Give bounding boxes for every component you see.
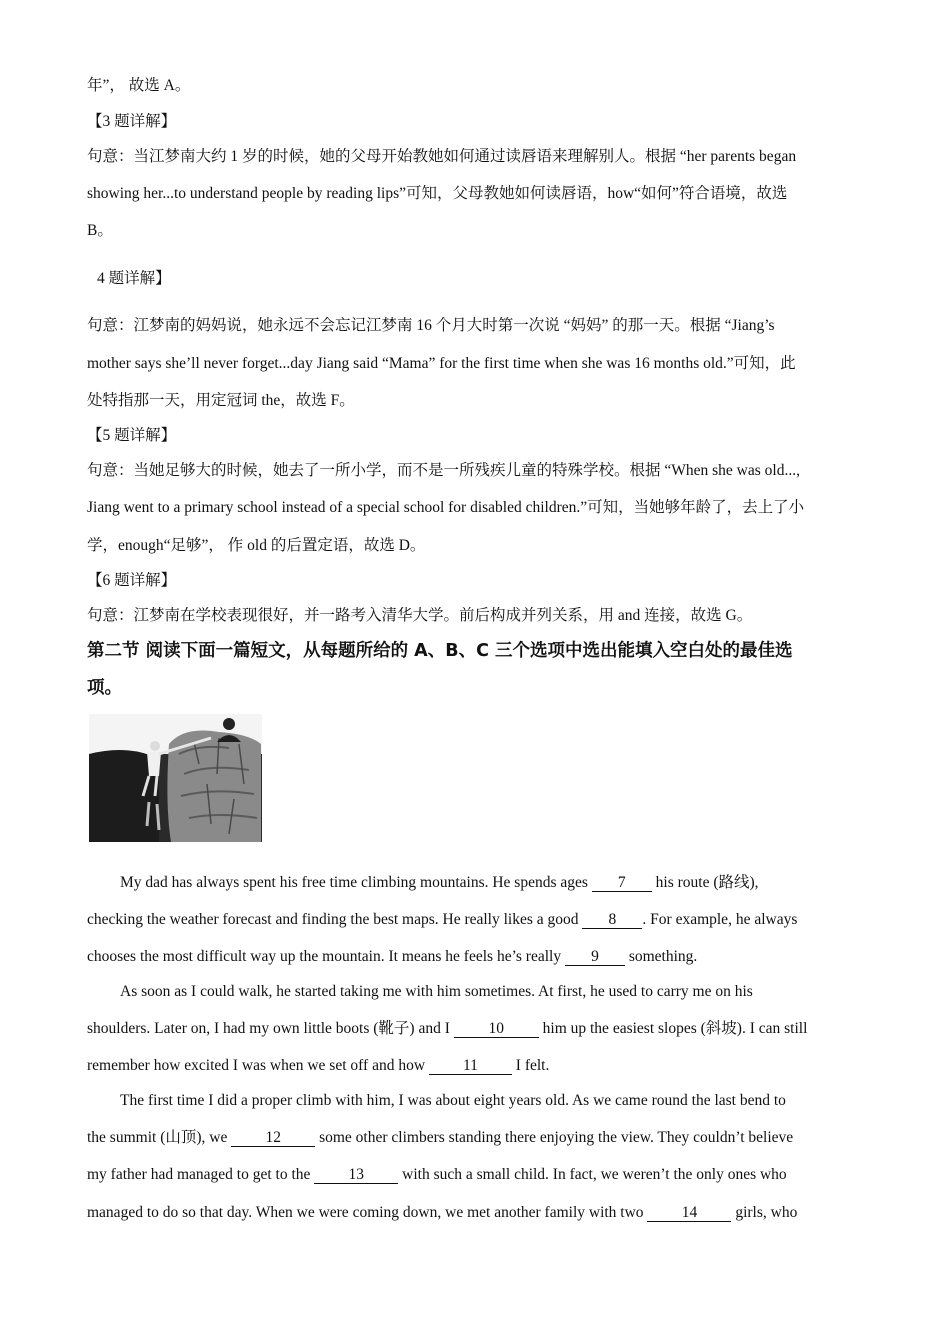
blank-8[interactable]: 8 xyxy=(582,911,642,929)
text-line: showing her...to understand people by reading lips”可知，父母教她如何读唇语，how“如何”符合语境，故选 xyxy=(87,185,788,202)
question-heading-4: 4 题详解】 xyxy=(97,270,171,287)
section-heading-cont: 项。 xyxy=(87,678,122,698)
passage-line xyxy=(120,1091,862,1111)
section-heading: 第二节 阅读下面一篇短文，从每题所给的 A、B、C 三个选项中选出能填入空白处的最佳选 xyxy=(87,641,793,661)
passage-text: with such a small child. In fact, we weren’t the only ones who xyxy=(398,1166,787,1183)
text-line: 句意：江梦南在学校表现很好，并一路考入清华大学。前后构成并列关系，用 and 连接，故选 G。 xyxy=(87,607,753,624)
passage-text: some other climbers standing there enjoying the view. They couldn’t believe xyxy=(315,1129,794,1146)
passage-text: something. xyxy=(624,948,698,965)
passage-line xyxy=(87,1019,862,1039)
passage-text: shoulders. Later on, I had my own little boots (靴子) and I xyxy=(87,1020,454,1037)
blank-9[interactable]: 9 xyxy=(565,948,625,966)
passage-text: girls, who xyxy=(731,1204,798,1221)
passage-line xyxy=(87,1165,862,1185)
passage-text: checking the weather forecast and finding the best maps. He really likes a good xyxy=(87,911,583,928)
text-line: mother says she’ll never forget...day Jiang said “Mama” for the first time when she was 16 months old.”可知，此 xyxy=(87,355,796,372)
passage-text: remember how excited I was when we set off and how xyxy=(87,1057,429,1074)
passage-text: chooses the most difficult way up the mountain. It means he feels he’s really xyxy=(87,948,565,965)
question-heading-3: 【3 题详解】 xyxy=(87,113,177,130)
passage-text: managed to do so that day. When we were coming down, we met another family with two xyxy=(87,1204,648,1221)
question-heading-6: 【6 题详解】 xyxy=(87,572,177,589)
text-line: B。 xyxy=(87,222,113,239)
passage-text: his route (路线), xyxy=(651,874,759,891)
text-line: Jiang went to a primary school instead of a special school for disabled children.”可知，当她够年龄了，去上了小 xyxy=(87,499,805,516)
passage-line xyxy=(87,1128,862,1148)
passage-line xyxy=(120,873,862,893)
passage-line xyxy=(87,1056,862,1076)
passage-line xyxy=(87,910,862,930)
text-line: 句意：江梦南的妈妈说，她永远不会忘记江梦南 16 个月大时第一次说 “妈妈” 的那一天。根据 “Jiang’s xyxy=(87,317,775,334)
blank-13[interactable]: 13 xyxy=(314,1166,398,1184)
passage-text: the summit (山顶), we xyxy=(87,1129,232,1146)
passage-line xyxy=(120,982,862,1002)
passage-line xyxy=(87,1203,862,1223)
blank-11[interactable]: 11 xyxy=(429,1057,512,1075)
question-heading-5: 【5 题详解】 xyxy=(87,427,177,444)
text-line: 句意：当江梦南大约 1 岁的时候，她的父母开始教她如何通过读唇语来理解别人。根据 “her parents began xyxy=(87,148,797,165)
text-line: 学，enough“足够”， 作 old 的后置定语，故选 D。 xyxy=(87,537,426,554)
blank-7[interactable]: 7 xyxy=(592,874,652,892)
passage-line xyxy=(87,947,862,967)
blank-12[interactable]: 12 xyxy=(231,1129,315,1147)
text-line: 年”， 故选 A。 xyxy=(87,77,191,94)
passage-text: my father had managed to get to the xyxy=(87,1166,315,1183)
passage-text: him up the easiest slopes (斜坡). I can still xyxy=(538,1020,808,1037)
passage-text: As soon as I could walk, he started taking me with him sometimes. At first, he used to carry me on his xyxy=(120,983,753,1000)
passage-text: My dad has always spent his free time climbing mountains. He spends ages xyxy=(120,874,592,891)
passage-text: The first time I did a proper climb with him, I was about eight years old. As we came round the last bend to xyxy=(120,1092,786,1109)
passage-text: I felt. xyxy=(511,1057,550,1074)
blank-10[interactable]: 10 xyxy=(454,1020,539,1038)
passage-text: . For example, he always xyxy=(642,911,798,928)
text-line: 句意：当她足够大的时候，她去了一所小学，而不是一所残疾儿童的特殊学校。根据 “When she was old..., xyxy=(87,462,800,479)
climbers-photo xyxy=(89,714,262,842)
text-line: 处特指那一天，用定冠词 the，故选 F。 xyxy=(87,392,355,409)
blank-14[interactable]: 14 xyxy=(647,1204,731,1222)
